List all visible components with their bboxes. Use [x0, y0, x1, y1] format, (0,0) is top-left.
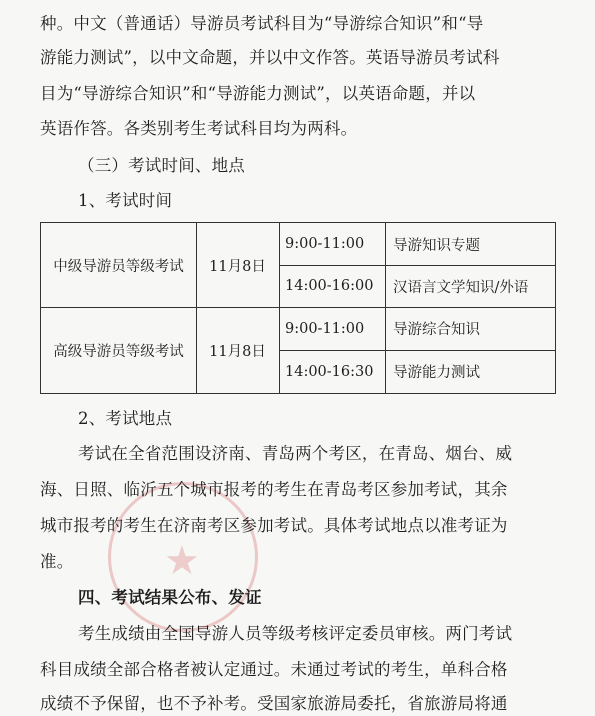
table-cell	[393, 223, 555, 265]
paragraph-line: 考试在全省范围设济南、青岛两个考区，在青岛、烟台、威	[78, 444, 513, 463]
paragraph-line: 城市报考的考生在济南考区参加考试。具体考试地点以准考证为	[40, 516, 508, 535]
subsection-title: 1、考试时间	[78, 191, 173, 210]
section-title: （三）考试时间、地点	[78, 156, 245, 175]
exam-schedule-table	[40, 222, 556, 394]
exam-time: 9:00-11:00	[285, 236, 365, 252]
paragraph-line: 成绩不予保留，也不予补考。受国家旅游局委托，省旅游局将通	[40, 694, 508, 713]
exam-subject: 汉语言文学知识/外语	[393, 279, 529, 296]
exam-time: 14:00-16:30	[285, 363, 374, 380]
exam-date: 11月8日	[209, 258, 266, 275]
table-cell	[196, 307, 279, 393]
table-cell	[196, 223, 279, 307]
paragraph-line: 目为“导游综合知识”和“导游能力测试”，以英语命题，并以	[40, 84, 476, 103]
subsection-title: 2、考试地点	[78, 409, 173, 428]
section-title: 四、考试结果公布、发证	[78, 588, 262, 607]
table-cell	[285, 223, 385, 265]
paragraph-line: 海、日照、临沂五个城市报考的考生在青岛考区参加考试，其余	[40, 480, 508, 499]
table-cell	[393, 350, 555, 393]
table-cell	[393, 265, 555, 307]
paragraph-line: 准。	[40, 552, 74, 571]
exam-date: 11月8日	[209, 343, 266, 360]
exam-time: 9:00-11:00	[285, 320, 365, 337]
exam-subject: 导游综合知识	[393, 322, 480, 338]
paragraph-line: 游能力测试”，以中文命题，并以中文作答。英语导游员考试科	[40, 48, 500, 67]
exam-level: 中级导游员等级考试	[53, 258, 184, 275]
paragraph-line: 英语作答。各类别考生考试科目均为两科。	[40, 119, 358, 138]
exam-subject: 导游能力测试	[393, 365, 480, 381]
table-row	[41, 307, 196, 393]
table-cell	[285, 350, 385, 393]
seal-star-icon: ★	[164, 538, 200, 584]
table-cell	[285, 307, 385, 350]
table-cell	[285, 265, 385, 307]
table-row	[41, 223, 196, 307]
exam-subject: 导游知识专题	[393, 237, 480, 254]
exam-level: 高级导游员等级考试	[53, 343, 184, 360]
paragraph-line: 考生成绩由全国导游人员等级考核评定委员审核。两门考试	[78, 624, 513, 643]
exam-time: 14:00-16:00	[285, 278, 374, 294]
table-cell	[393, 307, 555, 350]
paragraph-line: 科目成绩全部合格者被认定通过。未通过考试的考生，单科合格	[40, 660, 508, 679]
paragraph-line: 种。中文（普通话）导游员考试科目为“导游综合知识”和“导	[40, 14, 484, 33]
